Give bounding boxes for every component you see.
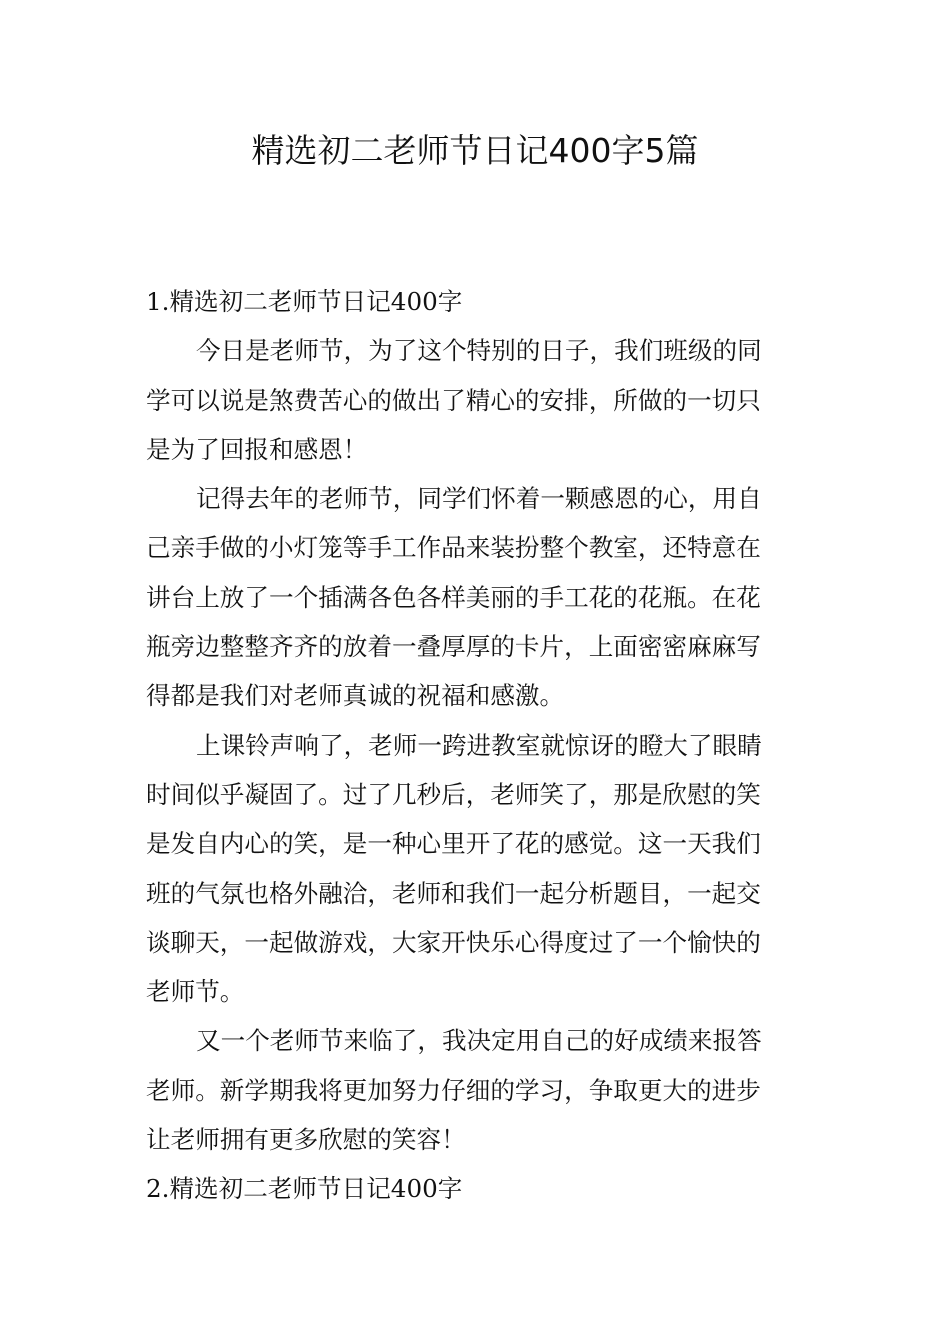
document-body [146, 277, 810, 1214]
paragraph-4 [146, 1016, 810, 1164]
text-line: 是为了回报和感恩！ [146, 434, 368, 464]
text-line: 又一个老师节来临了，我决定用自己的好成绩来报答 [196, 1026, 762, 1056]
text-line: 谈聊天，一起做游戏，大家开快乐心得度过了一个愉快的 [146, 927, 761, 957]
paragraph-1 [146, 326, 810, 474]
text-line: 老师节。 [146, 977, 245, 1007]
text-line: 得都是我们对老师真诚的祝福和感激。 [146, 681, 565, 711]
section-heading-2: 2.精选初二老师节日记400字 [146, 1174, 463, 1204]
paragraph-2 [146, 474, 810, 720]
text-line: 今日是老师节，为了这个特别的日子，我们班级的同 [196, 336, 762, 366]
text-line: 己亲手做的小灯笼等手工作品来装扮整个教室，还特意在 [146, 533, 761, 563]
text-line: 班的气氛也格外融洽，老师和我们一起分析题目，一起交 [146, 878, 761, 908]
text-line: 老师。新学期我将更加努力仔细的学习，争取更大的进步 [146, 1075, 761, 1105]
section-heading-1: 1.精选初二老师节日记400字 [146, 287, 463, 316]
text-line: 是发自内心的笑，是一种心里开了花的感觉。这一天我们 [146, 829, 761, 859]
text-line: 瓶旁边整整齐齐的放着一叠厚厚的卡片，上面密密麻麻写 [146, 632, 761, 662]
text-line: 上课铃声响了，老师一跨进教室就惊讶的瞪大了眼睛 [196, 730, 762, 760]
text-line: 时间似乎凝固了。过了几秒后，老师笑了，那是欣慰的笑 [146, 779, 761, 809]
text-line: 讲台上放了一个插满各色各样美丽的手工花的花瓶。在花 [146, 582, 761, 612]
text-line: 学可以说是煞费苦心的做出了精心的安排，所做的一切只 [146, 385, 761, 415]
text-line: 记得去年的老师节，同学们怀着一颗感恩的心，用自 [196, 484, 762, 514]
document-title: 精选初二老师节日记400字5篇 [251, 131, 699, 170]
paragraph-3 [146, 721, 810, 1017]
text-line: 让老师拥有更多欣慰的笑容！ [146, 1125, 466, 1155]
